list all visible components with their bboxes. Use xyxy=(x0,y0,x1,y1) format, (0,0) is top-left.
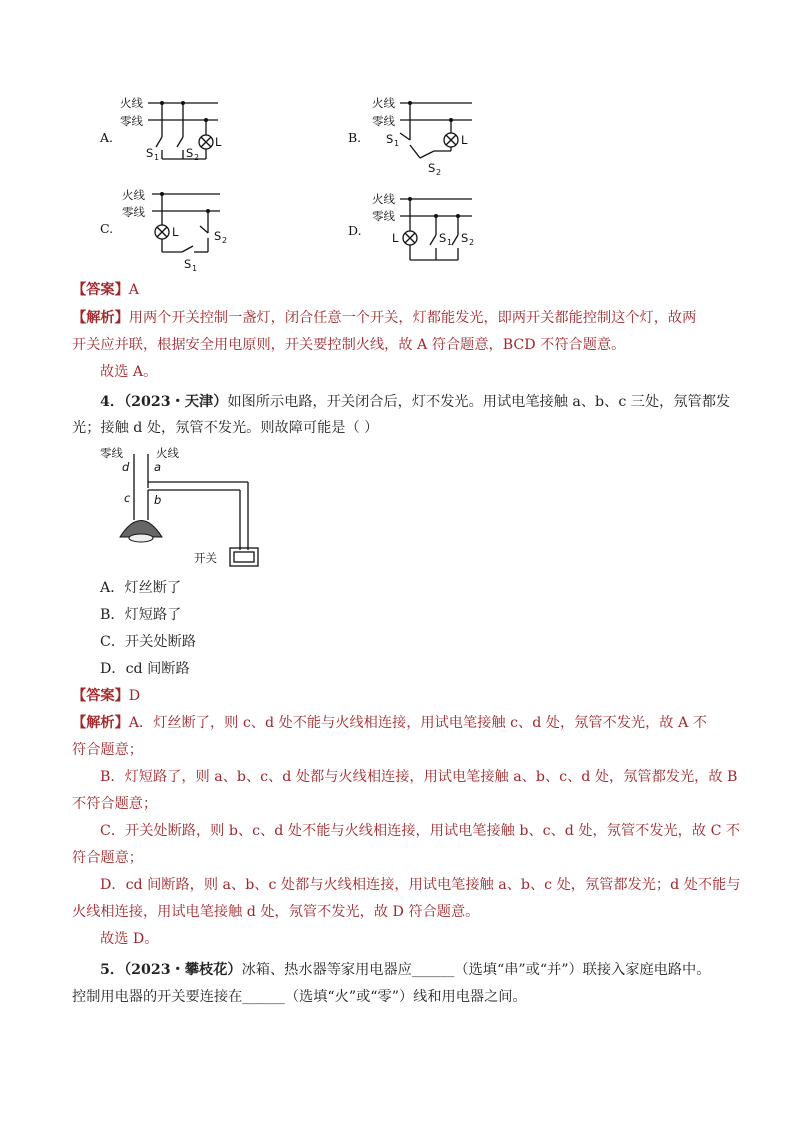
svg-text:2: 2 xyxy=(194,153,200,162)
svg-text:零线: 零线 xyxy=(100,446,123,460)
svg-text:S: S xyxy=(186,146,194,160)
svg-text:火线: 火线 xyxy=(122,188,145,202)
q4-analysis-line1: 【解析】A．灯丝断了，则 c、d 处不能与火线相连接，用试电笔接触 c、d 处，氖管不发光，故 A 不 xyxy=(72,715,707,731)
option-a-diagram xyxy=(100,95,240,170)
svg-text:S: S xyxy=(461,231,469,245)
q4-option-d: D．cd 间断路 xyxy=(100,661,190,677)
q3-analysis-line2: 开关应并联，根据安全用电原则，开关要控制火线，故 A 符合题意，BCD 不符合题意。 xyxy=(72,337,626,353)
q4-option-b: B．灯短路了 xyxy=(100,607,182,623)
q4-analysis-line2: 符合题意； xyxy=(72,742,143,758)
option-b-diagram xyxy=(348,95,488,180)
svg-text:L: L xyxy=(392,231,399,245)
option-d-label: D. xyxy=(348,223,362,238)
lamp-shade-icon xyxy=(120,521,162,543)
svg-text:S: S xyxy=(146,146,154,160)
svg-text:零线: 零线 xyxy=(372,209,395,223)
q5-line2: 控制用电器的开关要连接在______（选填“火”或“零”）线和用电器之间。 xyxy=(72,989,527,1005)
q4-stem-line2: 光；接触 d 处，氖管不发光。则故障可能是（ ） xyxy=(72,420,379,436)
q4-conclusion: 故选 D。 xyxy=(100,931,159,947)
q3-conclusion: 故选 A。 xyxy=(100,364,158,380)
svg-text:1: 1 xyxy=(394,139,400,148)
q4-analysis-line8: 火线相连接，用试电笔接触 d 处，氖管不发光，故 D 符合题意。 xyxy=(72,904,480,920)
q4-analysis-line7: D．cd 间断路，则 a、b、c 处都与火线相连接，用试电笔接触 a、b、c 处，氖管都发光；d 处不能与 xyxy=(100,877,741,893)
svg-text:火线: 火线 xyxy=(372,96,395,110)
svg-text:2: 2 xyxy=(436,168,442,177)
neutral-wire-label: 零线 xyxy=(120,114,143,128)
lamp-icon xyxy=(444,133,458,147)
q3-analysis-line1: 【解析】用两个开关控制一盏灯，闭合任意一个开关，灯都能发光，即两开关都能控制这个灯，故两 xyxy=(72,310,697,326)
option-c-diagram xyxy=(100,188,240,278)
option-c-label: C. xyxy=(100,221,114,236)
svg-text:1: 1 xyxy=(154,153,160,162)
svg-text:c: c xyxy=(124,491,131,505)
q4-option-a: A．灯丝断了 xyxy=(100,580,182,596)
svg-text:S: S xyxy=(428,161,436,175)
svg-text:a: a xyxy=(154,460,162,474)
q4-stem-line1: 4．（2023・天津）如图所示电路，开关闭合后，灯不发光。用试电笔接触 a、b、c 三处，氖管都发 xyxy=(100,394,731,410)
svg-text:S: S xyxy=(386,132,394,146)
svg-text:火线: 火线 xyxy=(372,192,395,206)
svg-text:b: b xyxy=(154,493,162,507)
q4-analysis-line5: C．开关处断路，则 b、c、d 处不能与火线相连接，用试电笔接触 b、c、d 处，氖管不发光，故 C 不 xyxy=(100,823,741,839)
svg-text:零线: 零线 xyxy=(122,205,145,219)
option-b-label: B. xyxy=(348,130,362,145)
svg-text:2: 2 xyxy=(222,236,228,245)
q5-line1: 5．（2023・攀枝花）冰箱、热水器等家用电器应______（选填“串”或“并”）联接入家庭电路中。 xyxy=(100,962,711,978)
svg-text:S: S xyxy=(184,257,192,271)
lamp-icon xyxy=(155,225,169,239)
svg-text:L: L xyxy=(215,135,222,149)
option-a-label: A. xyxy=(100,130,114,145)
svg-text:d: d xyxy=(122,460,130,474)
svg-text:S: S xyxy=(439,231,447,245)
q4-answer: 【答案】D xyxy=(72,688,141,704)
option-d-diagram xyxy=(348,190,488,270)
q4-option-c: C．开关处断路 xyxy=(100,634,196,650)
svg-text:1: 1 xyxy=(192,264,198,273)
svg-text:L: L xyxy=(172,225,179,239)
q4-analysis-line4: 不符合题意； xyxy=(72,796,158,812)
svg-text:1: 1 xyxy=(447,238,453,247)
lamp-icon xyxy=(199,135,213,149)
live-wire-label: 火线 xyxy=(120,96,143,110)
svg-text:2: 2 xyxy=(469,238,475,247)
svg-text:火线: 火线 xyxy=(156,446,179,460)
q4-circuit-diagram xyxy=(98,442,278,572)
q4-analysis-line3: B．灯短路了，则 a、b、c、d 处都与火线相连接，用试电笔接触 a、b、c、d 处，氖管都发光，故 B xyxy=(100,769,738,785)
q4-analysis-line6: 符合题意； xyxy=(72,850,143,866)
switch-label: 开关 xyxy=(194,551,217,565)
lamp-icon xyxy=(403,231,417,245)
svg-text:L: L xyxy=(461,133,468,147)
q3-answer: 【答案】A xyxy=(72,282,140,298)
svg-text:零线: 零线 xyxy=(372,114,395,128)
svg-text:S: S xyxy=(214,229,222,243)
